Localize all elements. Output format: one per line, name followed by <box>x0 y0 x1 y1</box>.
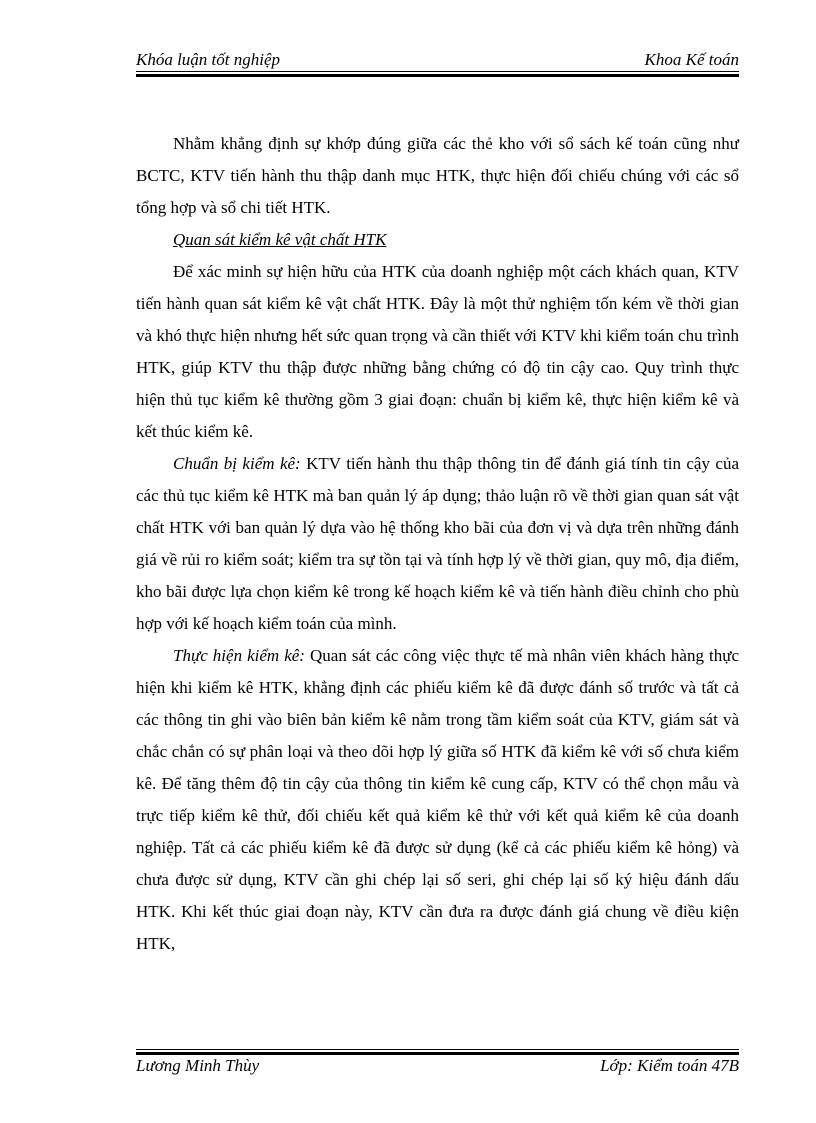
paragraph-2: Để xác minh sự hiện hữu của HTK của doanh nghiệp một cách khách quan, KTV tiến hành quan sát kiểm kê vật chất HTK. Đây là một thử nghiệm tốn kém về thời gian và khó thực hiện nhưng hết sức quan trọng và cần thiết với KTV khi kiểm toán chu trình HTK, giúp KTV thu thập được những bằng chứng có độ tin cậy cao. Quy trình thực hiện thủ tục kiểm kê thường gồm 3 giai đoạn: chuẩn bị kiểm kê, thực hiện kiểm kê và kết thúc kiểm kê. <box>136 262 739 441</box>
header-left: Khóa luận tốt nghiệp <box>136 50 281 69</box>
paragraph-4-text: Quan sát các công việc thực tế mà nhân viên khách hàng thực hiện khi kiểm kê HTK, khẳng định các phiếu kiểm kê đã được đánh số trước và tất cả các thông tin ghi vào biên bản kiểm kê nằm trong tầm kiểm soát của KTV, giám sát và chắc chắn có sự phân loại và theo dõi hợp lý giữa số HTK đã kiểm kê với số chưa kiểm kê. Để tăng thêm độ tin cậy của thông tin kiểm kê cung cấp, KTV có thể chọn mẫu và trực tiếp kiểm kê thử, đối chiếu kết quả kiểm kê thử với kết quả kiểm kê của doanh nghiệp. Tất cả các phiếu kiểm kê đã được sử dụng (kể cả các phiếu kiểm kê hỏng) và chưa được sử dụng, KTV cần ghi chép lại số seri, ghi chép lại số ký hiệu đánh dấu HTK. Khi kết thúc giai đoạn này, KTV cần đưa ra được đánh giá chung về điều kiện HTK, <box>136 646 739 953</box>
paragraph-3-text: KTV tiến hành thu thập thông tin để đánh giá tính tin cậy của các thủ tục kiểm kê HTK mà ban quản lý áp dụng; thảo luận rõ về thời gian quan sát vật chất HTK với ban quản lý dựa vào hệ thống kho bãi của đơn vị và dựa trên những đánh giá về rủi ro kiểm soát; kiểm tra sự tồn tại và tính hợp lý về thời gian, quy mô, địa điểm, kho bãi được lựa chọn kiểm kê trong kế hoạch kiểm kê và tiến hành điều chỉnh cho phù hợp với kế hoạch kiểm toán của mình. <box>136 454 740 633</box>
header-right: Khoa Kế toán <box>644 50 739 69</box>
paragraph-4 <box>136 640 739 960</box>
paragraph-3-lead: Chuẩn bị kiểm kê: <box>173 454 301 473</box>
paragraph-1: Nhằm khẳng định sự khớp đúng giữa các thẻ kho với sổ sách kế toán cũng như BCTC, KTV tiến hành thu thập danh mục HTK, thực hiện đối chiếu chúng với các sổ tổng hợp và sổ chi tiết HTK. <box>136 134 739 217</box>
section-heading <box>136 224 739 256</box>
document-body <box>136 128 739 960</box>
paragraph-3 <box>136 448 739 640</box>
paragraph-4-lead: Thực hiện kiểm kê: <box>173 646 305 665</box>
header-rule <box>136 71 739 77</box>
footer-left: Lương Minh Thùy <box>136 1056 260 1075</box>
heading-text: Quan sát kiểm kê vật chất HTK <box>173 230 387 249</box>
footer-right: Lớp: Kiểm toán 47B <box>600 1056 739 1075</box>
